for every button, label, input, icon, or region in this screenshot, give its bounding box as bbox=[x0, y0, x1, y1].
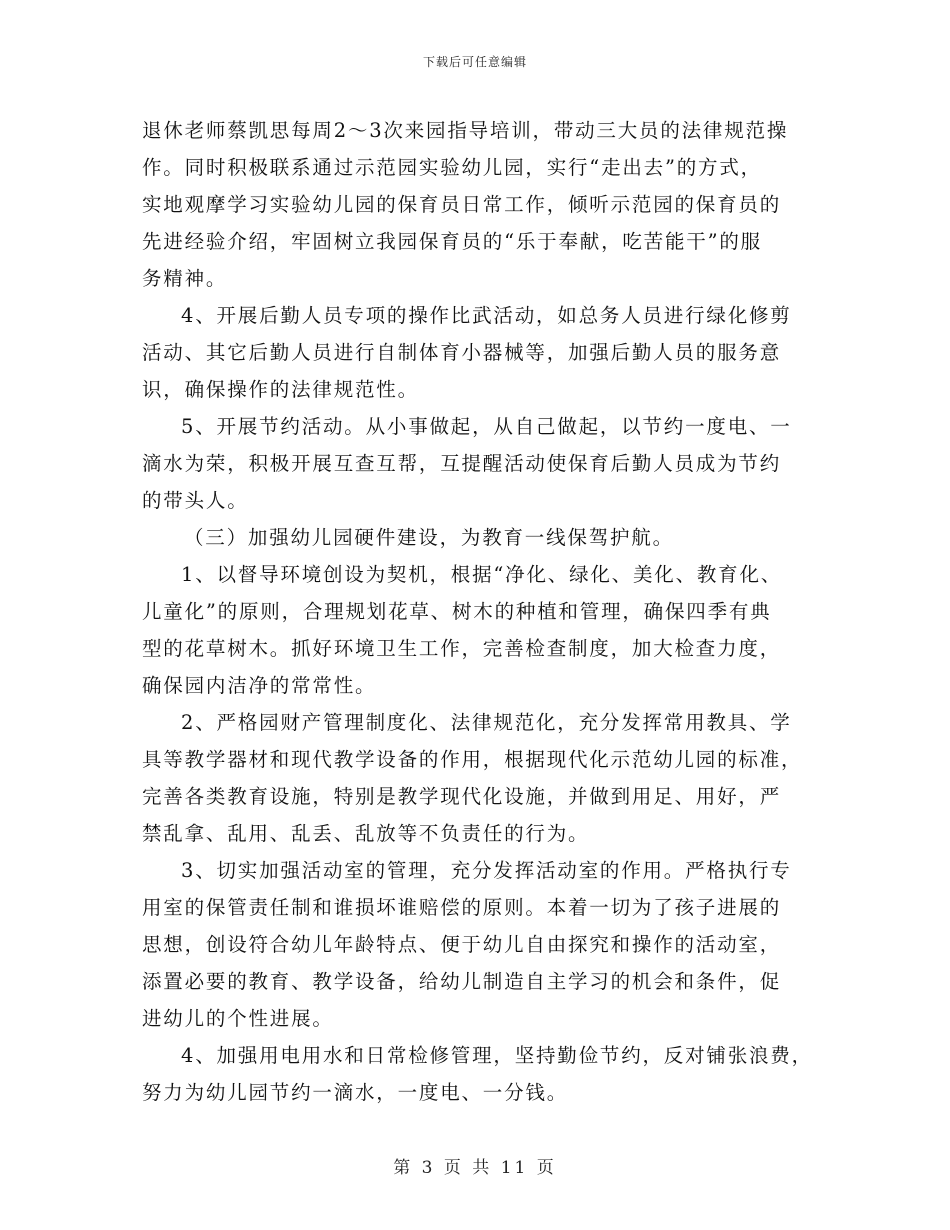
text-line: 儿童化”的原则，合理规划花草、树木的种植和管理，确保四季有典 bbox=[142, 600, 772, 623]
paragraph-start-line: 3、切实加强活动室的管理，充分发挥活动室的作用。严格执行专 bbox=[181, 859, 792, 882]
text-line: 作。同时积极联系通过示范园实验幼儿园，实行“走出去”的方式， bbox=[142, 156, 762, 179]
document-body bbox=[142, 112, 812, 1111]
text-line: 实地观摩学习实验幼儿园的保育员日常工作，倾听示范园的保育员的 bbox=[142, 193, 782, 216]
text-line: 具等教学器材和现代教学设备的作用，根据现代化示范幼儿园的标准， bbox=[142, 748, 803, 771]
section-heading: （三）加强幼儿园硬件建设，为教育一线保驾护航。 bbox=[184, 526, 674, 549]
text-line: 务精神。 bbox=[142, 267, 228, 290]
text-line: 先进经验介绍，牢固树立我园保育员的“乐于奉献，吃苦能干”的服 bbox=[142, 230, 762, 253]
page-header: 下载后可任意编辑 bbox=[422, 55, 527, 69]
text-line: 思想，创设符合幼儿年龄特点、便于幼儿自由探究和操作的活动室， bbox=[142, 933, 782, 956]
paragraph-start-line: 2、严格园财产管理制度化、法律规范化，充分发挥常用教具、学 bbox=[181, 711, 792, 734]
text-line: 进幼儿的个性进展。 bbox=[142, 1007, 334, 1030]
text-line: 识，确保操作的法律规范性。 bbox=[142, 378, 419, 401]
page-number: 第 3 页 共 11 页 bbox=[393, 1158, 557, 1178]
text-line: 活动、其它后勤人员进行自制体育小器械等，加强后勤人员的服务意 bbox=[142, 341, 782, 364]
text-line: 完善各类教育设施，特别是教学现代化设施，并做到用足、用好，严 bbox=[142, 785, 782, 808]
text-line: 确保园内洁净的常常性。 bbox=[142, 674, 377, 697]
text-line: 型的花草树木。抓好环境卫生工作，完善检查制度，加大检查力度， bbox=[142, 637, 782, 660]
text-line: 的带头人。 bbox=[142, 489, 249, 512]
paragraph-start-line: 4、开展后勤人员专项的操作比武活动，如总务人员进行绿化修剪 bbox=[181, 304, 792, 327]
paragraph-start-line: 5、开展节约活动。从小事做起，从自己做起，以节约一度电、一 bbox=[181, 415, 792, 438]
text-line: 添置必要的教育、教学设备，给幼儿制造自主学习的机会和条件，促 bbox=[142, 970, 782, 993]
text-line: 禁乱拿、乱用、乱丢、乱放等不负责任的行为。 bbox=[142, 822, 590, 845]
paragraph-start-line: 1、以督导环境创设为契机，根据“净化、绿化、美化、教育化、 bbox=[181, 563, 783, 586]
paragraph-start-line: 4、加强用电用水和日常检修管理，坚持勤俭节约，反对铺张浪费， bbox=[181, 1044, 813, 1067]
text-line: 用室的保管责任制和谁损坏谁赔偿的原则。本着一切为了孩子进展的 bbox=[142, 896, 782, 919]
text-line: 退休老师蔡凯思每周2～3次来园指导培训，带动三大员的法律规范操 bbox=[142, 119, 789, 142]
text-line: 滴水为荣，积极开展互查互帮，互提醒活动使保育后勤人员成为节约 bbox=[142, 452, 782, 475]
text-line: 努力为幼儿园节约一滴水，一度电、一分钱。 bbox=[142, 1081, 569, 1104]
